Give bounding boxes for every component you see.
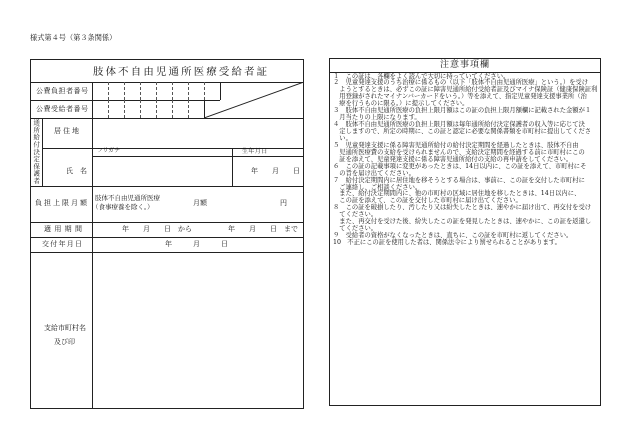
validity-from: 年 月 日 から — [122, 225, 192, 233]
notes-line: ３ 肢体不自由児通所医療の負担上限月額はこの証の負担上限月額欄に記載された金額が１ — [333, 107, 592, 115]
notes-line: ４ 肢体不自由児通所医療の負担上限月額は毎年通所給付決定保護者の収入等に応じて決 — [333, 121, 585, 129]
rule-line — [30, 222, 304, 223]
copay-item-line1: 肢体不自由児通所医療 — [95, 194, 160, 202]
digit-divider — [108, 82, 109, 100]
notes-panel — [329, 58, 601, 406]
certificate-card — [30, 59, 304, 409]
certificate-title: 肢体不自由児通所医療受給者証 — [93, 66, 270, 78]
digit-divider — [188, 82, 189, 100]
notes-line: の旨を届け出てください。 — [333, 169, 415, 177]
digit-divider — [108, 100, 109, 118]
issue-date-label: 交付年月日 — [42, 240, 82, 248]
notes-line: てください。 — [333, 211, 378, 219]
notes-line: 証を添えて、児童発達支援に係る障害児通所給付の支給の再申請をしてください。 — [333, 155, 573, 163]
notes-line: てください。 — [333, 225, 378, 233]
notes-line: ２ 児童発達支援のうち治療に係るもの（以下「肢体不自由児通所医療」という。）を受け — [333, 79, 589, 87]
monthly-label: 月額 — [193, 198, 207, 207]
digit-divider — [140, 100, 141, 118]
form-number: 様式第４号（第３条関係） — [30, 33, 117, 42]
notes-line: ９ 受給者の資格がなくなったときは、直ちに、この証を市町村に返してください。 — [333, 232, 573, 240]
municipality-label-line2: 及び印 — [54, 337, 75, 346]
notes-line: ５ 児童発達支援に係る障害児通所給付の給付決定期間を経過したときは、肢体不自由 — [333, 141, 579, 149]
notes-line: 10 不正にこの証を使用した者は、関係法令により罰せられることがあります。 — [333, 239, 561, 246]
validity-period-label: 適用期間 — [44, 225, 82, 233]
notes-line: 療を行うものに限る。）に提示してください。 — [333, 100, 469, 108]
notes-line: ようとするときは、必ずこの証に障害児通所給付受給者証及びマイナ保険証（健康保険証利 — [333, 86, 598, 94]
digit-divider — [172, 100, 173, 118]
notes-title: 注意事項欄 — [439, 59, 490, 70]
digit-divider — [156, 82, 157, 100]
copay-limit-label: 負担上限月額 — [35, 198, 87, 207]
furigana-label: フリガナ — [97, 148, 120, 155]
notes-line: ６ この証の記載事項に変更があったときは、14日以内に、この証を添えて、市町村にそ — [333, 162, 587, 170]
notes-line: １ この証は、各欄をよく読んで大切に持っていてください。 — [333, 72, 510, 80]
name-label: 氏 名 — [66, 166, 87, 175]
digit-divider — [124, 82, 125, 100]
digit-divider — [172, 82, 173, 100]
address-label: 居住地 — [54, 126, 81, 135]
yen-unit: 円 — [280, 198, 287, 207]
notes-line: また、給付決定期間内に、他の市町村の区域に居住地を移したときは、14日以内に、 — [333, 190, 581, 198]
notes-line: この証を添えて、この証を交付した市町村に届け出てください。 — [333, 197, 522, 205]
notes-line: 児通所医療費の支給を受けられませんので、支給決定期間を経過する前に市町村にこの — [333, 148, 585, 156]
public-payer-number-label: 公費負担者番号 — [36, 86, 88, 95]
digit-divider — [188, 100, 189, 118]
issue-date-placeholder: 年 月 日 — [165, 240, 228, 248]
guardian-section-label — [30, 118, 42, 186]
notes-line: ７ 給付決定期間内に居住地を移そうとする場合は、事前に、この証を交付した市町村に — [333, 176, 585, 184]
digit-divider — [140, 82, 141, 100]
birthdate-column-divider — [232, 148, 233, 186]
copay-item-line2: （食事療養を除く。） — [92, 203, 154, 211]
rule-line — [30, 186, 304, 187]
address-field — [93, 119, 303, 147]
rule-line — [30, 237, 304, 238]
birthdate-label: 生年月日 — [242, 148, 268, 155]
guardian-column-divider — [42, 118, 43, 186]
digit-divider — [156, 100, 157, 118]
birthdate-placeholder: 年 月 日 — [251, 166, 300, 175]
validity-to: 年 月 日 まで — [228, 225, 298, 233]
notes-line: い。 — [333, 134, 352, 142]
public-recipient-number-label: 公費受給者番号 — [36, 104, 88, 113]
notes-line: また、再交付を受けた後、紛失したこの証を発見したときは、速やかに、この証を返還し — [333, 218, 592, 226]
notes-line: 用登録がされたマイナンバーカードをいう。）等を添えて、指定児童発達支援事業所（治 — [333, 93, 587, 101]
rule-line — [92, 156, 304, 157]
notes-line: ご連絡し、ご相談ください。 — [333, 183, 422, 191]
notes-body — [333, 74, 601, 247]
notes-line: ８ この証を破損したり、汚したり又は紛失したときは、速やかに届け出て、再交付を受け — [333, 204, 592, 212]
guardian-section-text: 通所給付決定保護者 — [32, 119, 41, 185]
rule-line — [30, 252, 304, 253]
notes-line: 定しますので、所定の時期に、この証と認定に必要な関係書類を市町村に提出してくださ — [333, 128, 592, 135]
digit-divider — [124, 100, 125, 118]
rule-line — [30, 100, 220, 101]
notes-line: 月当たりの上限になります。 — [333, 114, 421, 122]
municipality-label-line1: 支給市町村名 — [44, 323, 86, 332]
diagonal-strike — [204, 82, 304, 118]
